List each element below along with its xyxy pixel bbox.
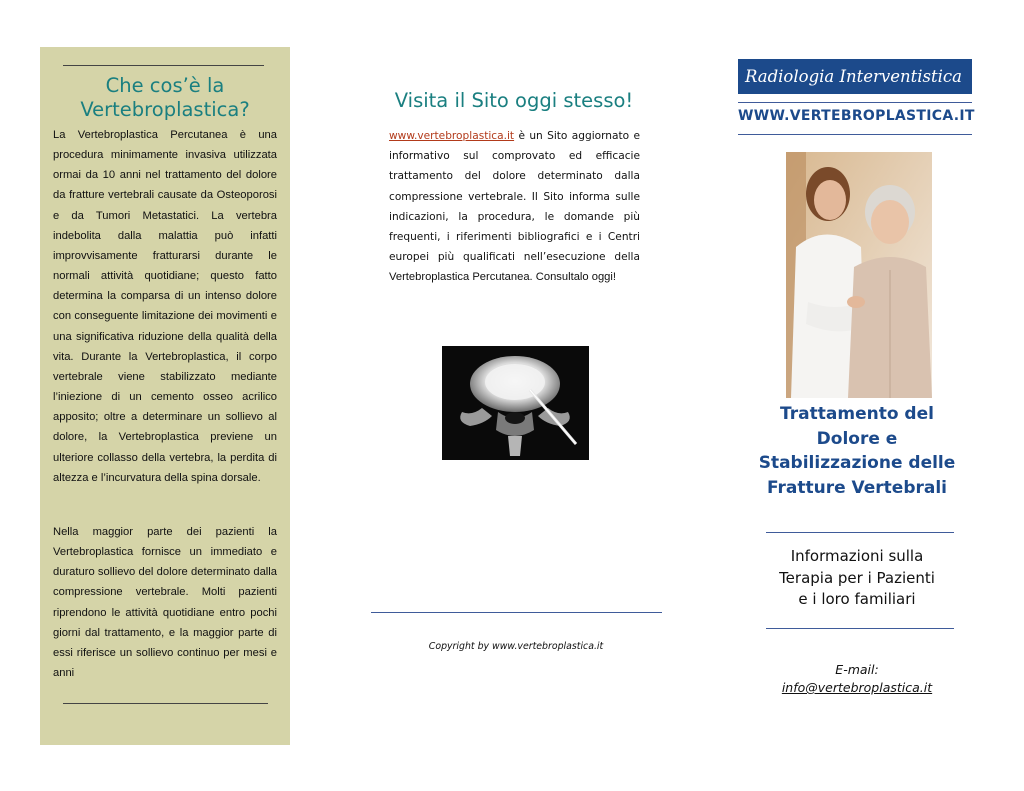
middle-divider bbox=[371, 612, 662, 613]
email-link[interactable]: info@vertebroplastica.it bbox=[781, 680, 933, 695]
site-suffix: IT bbox=[959, 108, 975, 124]
site-name: VERTEBROPLASTICA bbox=[789, 108, 954, 124]
main-title-line-2: Dolore e bbox=[816, 428, 898, 449]
caregiver-and-elderly-woman-photo bbox=[786, 152, 932, 398]
copyright-text: Copyright by www.vertebroplastica.it bbox=[428, 641, 604, 652]
info-rule-bottom bbox=[766, 628, 954, 629]
site-dot: . bbox=[784, 108, 790, 124]
middle-text-main: è un Sito aggiornato e informativo sul comprovato ed efficacie trattamento del dolore determinato dalla compressione vertebrale. Il Sito informa sulle indicazioni, la procedura, le domande più frequenti, i riferimenti bibliografici e i Centri europei più qualificati nell’esecuzione della bbox=[389, 130, 640, 264]
vertebra-xray-image bbox=[442, 346, 589, 460]
left-title bbox=[40, 74, 290, 122]
left-title-line2: Vertebroplastica? bbox=[80, 98, 250, 121]
left-title-line1: Che cos’è la bbox=[105, 74, 225, 97]
top-divider bbox=[63, 65, 264, 66]
site-prefix: WWW bbox=[738, 108, 785, 124]
info-line-1: Informazioni sulla bbox=[790, 547, 924, 565]
site-dot-2: . bbox=[953, 108, 960, 124]
site-address bbox=[738, 108, 975, 124]
bottom-divider bbox=[63, 703, 268, 704]
info-rule-top bbox=[766, 532, 954, 533]
middle-paragraph bbox=[389, 126, 640, 288]
middle-title: Visita il Sito oggi stesso! bbox=[394, 89, 634, 112]
main-title-line-3: Stabilizzazione delle bbox=[758, 453, 956, 473]
info-line-3: e i loro familiari bbox=[798, 590, 916, 608]
email-label: E-mail: bbox=[835, 662, 879, 677]
main-title bbox=[740, 402, 974, 500]
brand-title: Radiologia Interventistica bbox=[744, 67, 962, 86]
middle-text-tail: Vertebroplastica Percutanea. Consultalo oggi! bbox=[389, 271, 616, 284]
main-title-line-4: Fratture Vertebrali bbox=[766, 477, 948, 498]
main-title-line-1: Trattamento del bbox=[780, 404, 934, 424]
info-line-2: Terapia per i Pazienti bbox=[779, 568, 935, 587]
website-link[interactable]: www.vertebroplastica.it bbox=[389, 130, 515, 142]
info-subtitle bbox=[752, 546, 962, 611]
site-rule-top bbox=[738, 102, 972, 103]
site-rule-bottom bbox=[738, 134, 972, 135]
left-paragraph-1: La Vertebroplastica Percutanea è una procedura minimamente invasiva utilizzata ormai da 10 anni nel trattamento del dolore da fratture vertebrali causate da Osteoporosi e da Tumori Metastatici. La vertebra indebolita dalla malattia può infatti improvvisamente fratturarsi durante le normali attività quotidiane; questo fatto determina la comparsa di un intenso dolore con conseguente limitazione dei movimenti e una significativa riduzione della qualità della vita. Durante la Vertebroplastica, il corpo vertebrale viene stabilizzato mediante l’iniezione di un cemento osseo acrilico apposito; oltre a determinare un sollievo al dolore, la Vertebroplastica previene un ulteriore collasso della vertebra, la perdita di altezza e l’incurvatura della spina dorsale. bbox=[53, 129, 277, 484]
left-paragraph-2: Nella maggior parte dei pazienti la Vertebroplastica fornisce un immediato e duraturo sollievo del dolore determinato dalla compressione vertebrale. Molti pazienti riprendono le attività quotidiane entro pochi giorni dal trattamento, e la maggior parte di essi riferisce un sollievo continuo per mesi e anni bbox=[53, 526, 277, 680]
